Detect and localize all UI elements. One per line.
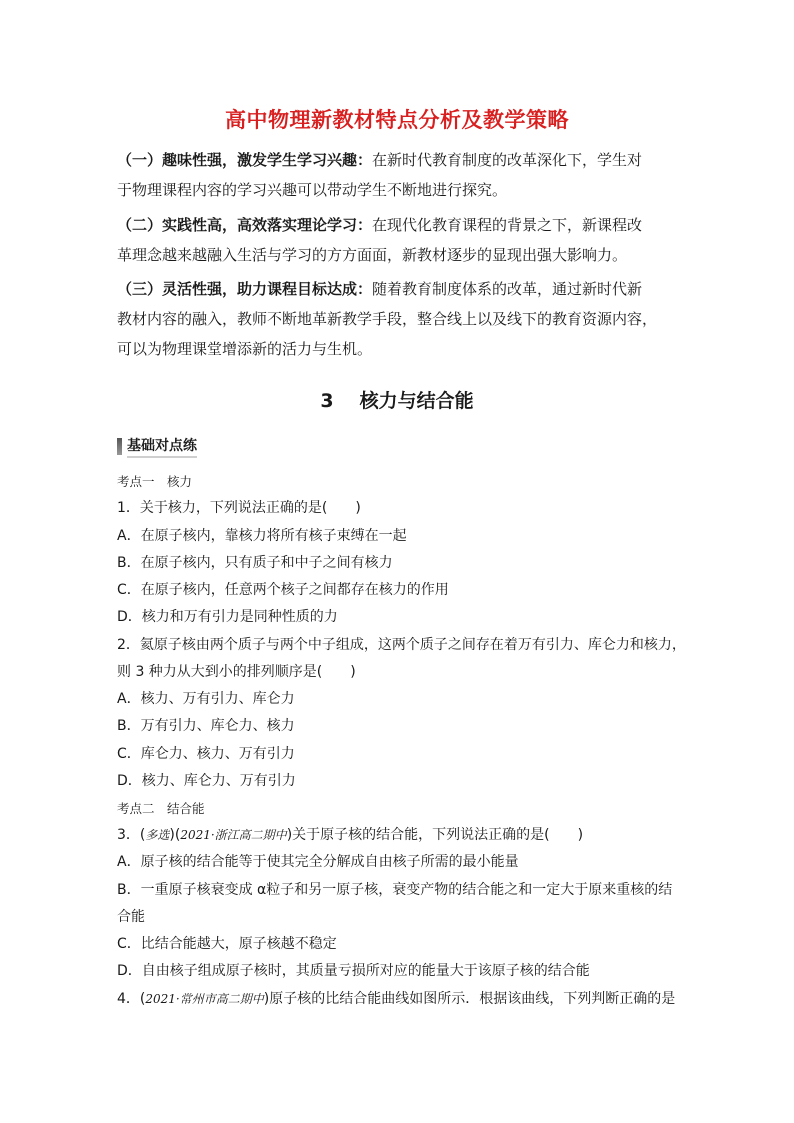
- question-1-stem: 1．关于核力，下列说法正确的是( ): [117, 500, 361, 516]
- practice-badge: [117, 436, 197, 456]
- badge-bar-icon: [117, 438, 122, 455]
- intro-text: 在新时代教育制度的改革深化下，学生对: [372, 151, 643, 169]
- intro-text: 在现代化教育课程的背景之下，新课程改: [372, 216, 643, 234]
- article-title: 高中物理新教材特点分析及教学策略: [225, 108, 569, 132]
- question-3-option-a: A．原子核的结合能等于使其完全分解成自由核子所需的最小能量: [117, 854, 519, 870]
- intro-paragraph-1: [117, 145, 682, 205]
- intro-text: 可以为物理课堂增添新的活力与生机。: [117, 340, 373, 358]
- question-2-stem-line-2: 则 3 种力从大到小的排列顺序是( ): [117, 664, 356, 680]
- intro-lead: （一）趣味性强，激发学生学习兴趣：: [117, 151, 373, 169]
- question-2-option-a: A．核力、万有引力、库仑力: [117, 691, 295, 707]
- section-heading: [0, 386, 794, 413]
- intro-lead: （二）实践性高，高效落实理论学习：: [117, 216, 373, 234]
- badge-label: 基础对点练: [127, 435, 197, 458]
- q4-prefix: 4．(: [117, 991, 146, 1007]
- section-number: 3: [320, 390, 334, 412]
- intro-text: 随着教育制度体系的改革，通过新时代新: [372, 280, 643, 298]
- q3-mid: )(: [169, 827, 181, 843]
- question-2-option-d: D．核力、库仑力、万有引力: [117, 773, 296, 789]
- question-1-option-a: A．在原子核内，靠核力将所有核子束缚在一起: [117, 528, 407, 544]
- q3-stem-text: )关于原子核的结合能，下列说法正确的是( ): [286, 827, 584, 843]
- question-1-option-b: B．在原子核内，只有质子和中子之间有核力: [117, 555, 393, 571]
- question-3-option-c: C．比结合能越大，原子核越不稳定: [117, 936, 337, 952]
- question-1-option-c: C．在原子核内，任意两个核子之间都存在核力的作用: [117, 582, 449, 598]
- intro-text: 于物理课程内容的学习兴趣可以带动学生不断地进行探究。: [117, 181, 508, 199]
- q3-prefix: 3．(: [117, 827, 146, 843]
- intro-text: 革理念越来越融入生活与学习的方方面面，新教材逐步的显现出强大影响力。: [117, 246, 628, 264]
- q3-source-tag: 多选: [145, 828, 170, 842]
- question-1-option-d: D．核力和万有引力是同种性质的力: [117, 609, 338, 625]
- q3-source: 2021·浙江高二期中: [180, 828, 287, 842]
- q4-stem-text: )原子核的比结合能曲线如图所示．根据该曲线，下列判断正确的是: [263, 991, 676, 1007]
- intro-paragraph-3: [117, 274, 682, 364]
- question-2-stem-line-1: 2．氦原子核由两个质子与两个中子组成，这两个质子之间存在着万有引力、库仑力和核力，: [117, 637, 686, 653]
- question-3-option-b: B．一重原子核衰变成 α粒子和另一原子核，衰变产物的结合能之和一定大于原来重核的结: [117, 882, 673, 898]
- topic-label: 考点一 核力: [117, 474, 193, 489]
- section-title: 核力与结合能: [359, 390, 474, 412]
- question-3-option-b-cont: 合能: [117, 909, 145, 925]
- question-2-option-b: B．万有引力、库仑力、核力: [117, 718, 295, 734]
- intro-text: 教材内容的融入，教师不断地革新教学手段，整合线上以及线下的教育资源内容，: [117, 310, 658, 328]
- question-2-option-c: C．库仑力、核力、万有引力: [117, 746, 295, 762]
- question-3-stem: [117, 825, 682, 845]
- q4-source: 2021·常州市高二期中: [145, 992, 264, 1006]
- question-4-stem: [117, 989, 682, 1009]
- question-3-option-d: D．自由核子组成原子核时，其质量亏损所对应的能量大于该原子核的结合能: [117, 963, 590, 979]
- intro-lead: （三）灵活性强，助力课程目标达成：: [117, 280, 373, 298]
- topic-label: 考点二 结合能: [117, 801, 205, 816]
- intro-paragraph-2: [117, 210, 682, 270]
